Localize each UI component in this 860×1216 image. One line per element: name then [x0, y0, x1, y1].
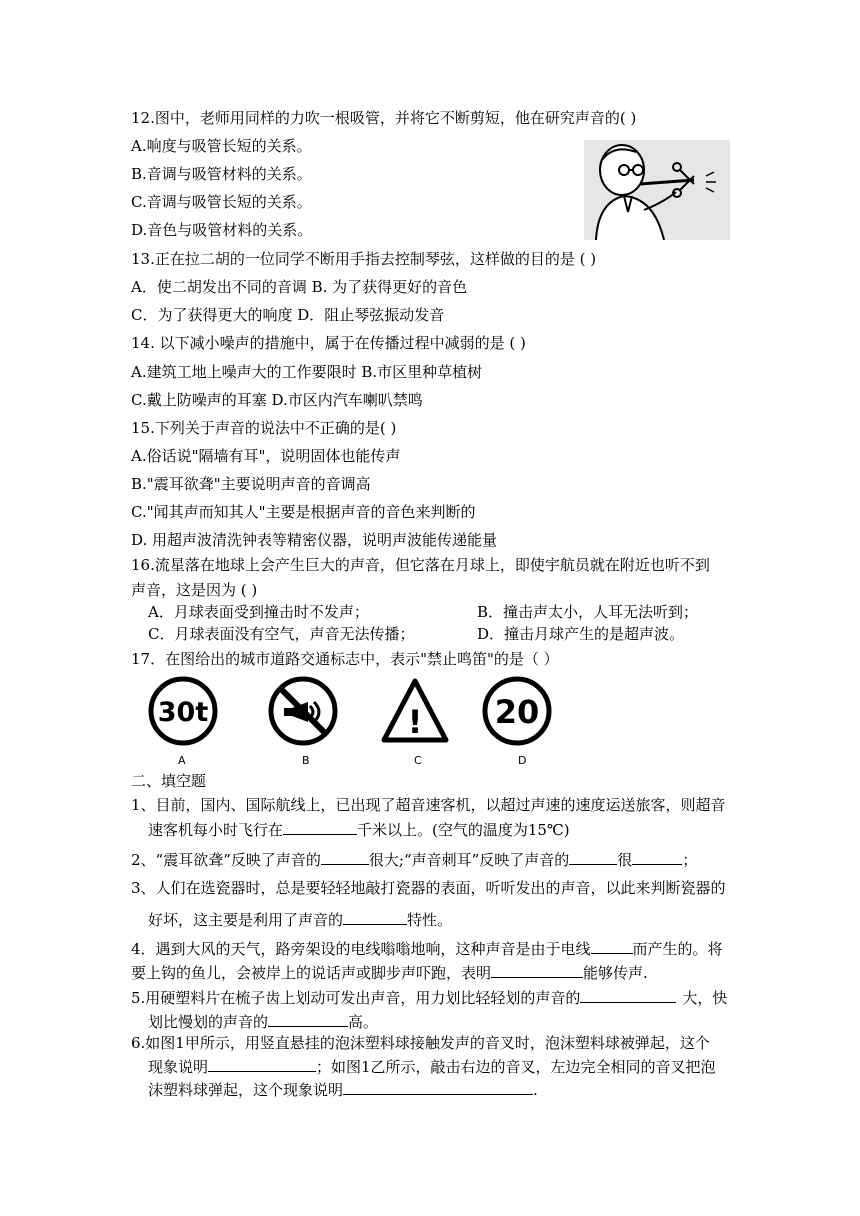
sign-label-c: C: [414, 754, 422, 767]
fill-6-text-b: ；如图1乙所示，敲击右边的音叉，左边完全相同的音叉把泡: [316, 1058, 716, 1076]
q13-stem: 13.正在拉二胡的一位同学不断用手指去控制琴弦，这样做的目的是 ( ): [131, 250, 597, 268]
fill-4-text-a: 4．遇到大风的天气，路旁架设的电线嗡嗡地响，这种声音是由于电线: [131, 940, 591, 958]
fill-1-line2: [148, 819, 570, 840]
fill-5-text-a: 5.用硬塑料片在梳子齿上划动可发出声音，用力划比轻轻划的声音的: [131, 989, 581, 1007]
fill-5-blank-2[interactable]: [268, 1011, 348, 1027]
fill-2-line: [131, 849, 697, 870]
fill-5-text-b: 大，快: [682, 989, 728, 1007]
fill-5-blank-1[interactable]: [580, 987, 676, 1003]
q15-option-a: A.俗话说"隔墙有耳"，说明固体也能传声: [131, 447, 401, 465]
sign-label-d: D: [518, 754, 527, 767]
sign-label-b: B: [302, 754, 310, 767]
fill-2-text-b: 很大;“声音刺耳”反映了声音的: [368, 851, 570, 869]
fill-6-text-d: .: [533, 1081, 538, 1099]
fill-1-line1: 1、目前，国内、国际航线上，已出现了超音速客机，以超过声速的速度运送旅客，则超音: [131, 796, 726, 814]
q16-option-a: A．月球表面受到撞击时不发声；: [148, 603, 369, 621]
q16-stem-line1: 16.流星落在地球上会产生巨大的声音，但它落在月球上，即使宇航员就在附近也听不到: [131, 556, 710, 574]
fill-4-blank-1[interactable]: [591, 938, 633, 954]
fill-3-line2: [148, 909, 452, 930]
fill-6-blank-2[interactable]: [343, 1079, 533, 1095]
fill-6-line3: [148, 1079, 538, 1100]
fill-5-line2: [148, 1011, 378, 1032]
sign-label-a: A: [178, 754, 186, 767]
q15-option-c: C."闻其声而知其人"主要是根据声音的音色来判断的: [131, 503, 476, 521]
q16-option-b: B．撞击声太小，人耳无法听到；: [477, 603, 699, 621]
section-title: 二、填空题: [131, 772, 207, 790]
fill-3-line1: 3、人们在选瓷器时，总是要轻轻地敲打瓷器的表面，听听发出的声音，以此来判断瓷器的: [131, 879, 726, 897]
sign-a-text: 30t: [157, 697, 209, 728]
fill-3-text-b: 特性。: [407, 911, 453, 929]
fill-4-blank-2[interactable]: [491, 962, 583, 978]
sign-d-text: 20: [494, 693, 540, 731]
fill-4-text-d: 能够传声.: [583, 964, 648, 982]
q17-stem: 17．在图给出的城市道路交通标志中，表示"禁止鸣笛"的是（ ）: [131, 650, 559, 668]
sign-c-text: !: [407, 703, 423, 741]
fill-6-text-a: 现象说明: [148, 1058, 209, 1076]
fill-3-blank[interactable]: [343, 909, 407, 925]
q15-option-d: D. 用超声波清洗钟表等精密仪器，说明声波能传递能量: [131, 531, 498, 549]
fill-6-text-c: 沫塑料球弹起，这个现象说明: [148, 1081, 344, 1099]
q12-stem: 12.图中，老师用同样的力吹一根吸管，并将它不断剪短，他在研究声音的( ): [131, 109, 637, 127]
q15-stem: 15.下列关于声音的说法中不正确的是( ): [131, 419, 397, 437]
fill-2-blank-2[interactable]: [569, 849, 617, 865]
q16-option-d: D．撞击月球产生的是超声波。: [477, 625, 685, 643]
fill-2-text-c: 很: [617, 851, 633, 869]
q13-options-cd: C．为了获得更大的响度 D．阻止琴弦振动发音: [131, 306, 445, 324]
fill-2-text-a: 2、“震耳欲聋”反映了声音的: [131, 851, 321, 869]
q14-options-ab: A.建筑工地上噪声大的工作要限时 B.市区里种草植树: [131, 363, 483, 381]
teacher-blowing-straw-illustration: [584, 140, 730, 240]
q15-option-b: B."震耳欲聋"主要说明声音的音调高: [131, 475, 371, 493]
q14-stem: 14. 以下减小噪声的措施中，属于在传播过程中减弱的是 ( ): [131, 334, 526, 352]
speed-limit-sign: [482, 676, 552, 746]
fill-1-text-b: 千米以上。(空气的温度为15℃): [357, 821, 570, 839]
fill-4-text-c: 要上钩的鱼儿，会被岸上的说话声或脚步声吓跑，表明: [131, 964, 492, 982]
fill-4-line2: [131, 962, 648, 983]
fill-5-text-c: 划比慢划的声音的: [148, 1013, 269, 1031]
fill-3-text-a: 好坏，这主要是利用了声音的: [148, 911, 344, 929]
weight-limit-sign: [148, 676, 218, 746]
fill-4-line1: [131, 938, 723, 959]
fill-4-text-b: 而产生的。将: [632, 940, 723, 958]
q14-options-cd: C.戴上防噪声的耳塞 D.市区内汽车喇叭禁鸣: [131, 391, 423, 409]
fill-6-blank-1[interactable]: [208, 1056, 316, 1072]
fill-5-line1: [131, 987, 727, 1008]
q12-option-a: A.响度与吸管长短的关系。: [131, 137, 312, 155]
fill-6-line1: 6.如图1甲所示，用竖直悬挂的泡沫塑料球接触发声的音叉时，泡沫塑料球被弹起，这个: [131, 1034, 710, 1052]
fill-1-blank[interactable]: [283, 819, 357, 835]
warning-sign: [380, 676, 450, 746]
q12-option-b: B.音调与吸管材料的关系。: [131, 165, 312, 183]
q16-option-c: C．月球表面没有空气，声音无法传播；: [148, 625, 415, 643]
fill-5-text-d: 高。: [348, 1013, 379, 1031]
fill-6-line2: [148, 1056, 716, 1077]
fill-2-text-d: ；: [682, 851, 698, 869]
q12-option-c: C.音调与吸管长短的关系。: [131, 193, 312, 211]
q13-options-ab: A．使二胡发出不同的音调 B. 为了获得更好的音色: [131, 278, 468, 296]
no-honking-sign: [268, 676, 338, 746]
q12-option-d: D.音色与吸管材料的关系。: [131, 221, 313, 239]
fill-2-blank-1[interactable]: [321, 849, 369, 865]
q16-stem-line2: 声音，这是因为 ( ): [131, 581, 258, 599]
fill-1-text-a: 速客机每小时飞行在: [148, 821, 284, 839]
fill-2-blank-3[interactable]: [632, 849, 682, 865]
